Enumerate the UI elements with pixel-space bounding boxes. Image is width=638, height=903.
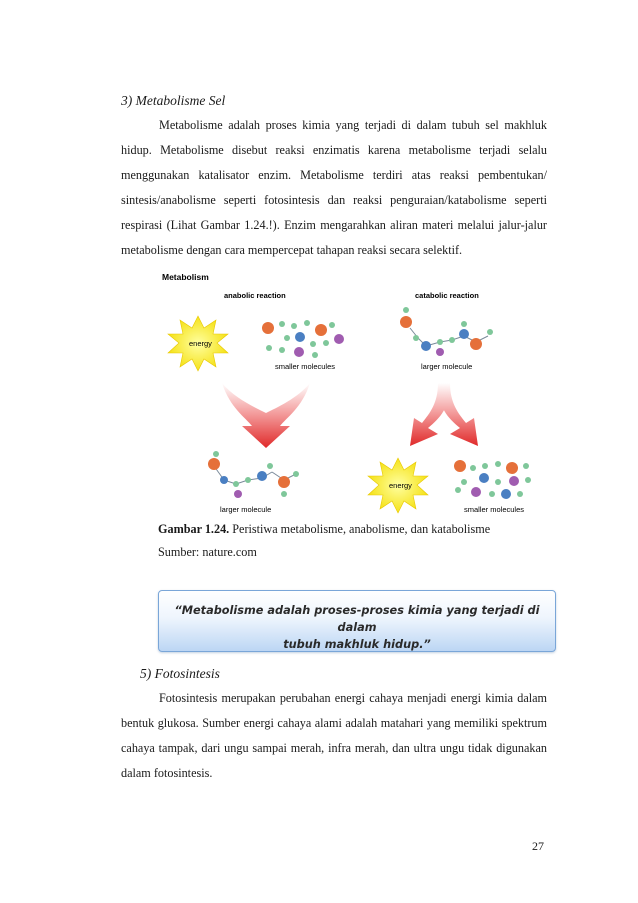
smaller-molecules-top <box>262 320 344 358</box>
anabolic-arrow <box>222 383 310 448</box>
quote-line-1: “Metabolisme adalah proses-proses kimia yang terjadi di dalam <box>174 604 540 634</box>
smaller-molecules-label-top: smaller molecules <box>275 362 336 371</box>
metabolism-diagram <box>158 268 548 516</box>
metabolism-figure <box>158 268 548 516</box>
larger-molecule-top <box>400 307 493 356</box>
quote-line-2: tubuh makhluk hidup.” <box>283 638 431 651</box>
catabolic-label: catabolic reaction <box>415 291 479 300</box>
energy-label-bottom: energy <box>389 481 412 490</box>
section-5-paragraph: Fotosintesis merupakan perubahan energi cahaya menjadi energi kimia dalam bentuk glukosa. Sumber energi cahaya alami adalah matahari yang memiliki spektrum cahaya tampak, dari ungu sampai merah, infra merah, dan ultra ungu tidak digunakan dalam fotosintesis. <box>121 691 547 780</box>
page-number: 27 <box>532 839 544 853</box>
section-5-heading: 5) Fotosintesis <box>140 666 220 681</box>
smaller-molecules-label-bottom: smaller molecules <box>464 505 525 514</box>
section-3-paragraph: Metabolisme adalah proses kimia yang terjadi di dalam tubuh sel makhluk hidup. Metabolisme disebut reaksi enzimatis karena metabolisme terjadi selalu menggunakan katalisator enzim. Metabolisme terdiri atas reaksi pembentukan/ sintesis/anabolisme seperti fotosintesis dan reaksi penguraian/katabolisme seperti respirasi (Lihat Gambar 1.24.!). Enzim mengarahkan aliran materi melalui jalur-jalur metabolisme dengan cara mempercepat tahapan reaksi secara selektif. <box>121 118 547 257</box>
anabolic-label: anabolic reaction <box>224 291 286 300</box>
energy-star-icon-bottom <box>368 458 428 513</box>
figure-title: Metabolism <box>162 272 209 282</box>
larger-molecule-label-top: larger molecule <box>421 362 473 371</box>
figure-caption <box>158 522 490 537</box>
section-3-heading: 3) Metabolisme Sel <box>121 93 226 108</box>
energy-label-top: energy <box>189 339 212 348</box>
figure-caption-text: Peristiwa metabolisme, anabolisme, dan katabolisme <box>229 522 491 536</box>
smaller-molecules-bottom <box>454 460 531 499</box>
quote-box <box>158 590 556 652</box>
catabolic-arrow-right <box>438 383 478 446</box>
figure-source: Sumber: nature.com <box>158 545 257 559</box>
larger-molecule-label-bottom: larger molecule <box>220 505 272 514</box>
figure-caption-label: Gambar 1.24. <box>158 522 230 536</box>
larger-molecule-bottom <box>208 451 299 498</box>
energy-star-icon <box>168 316 228 371</box>
